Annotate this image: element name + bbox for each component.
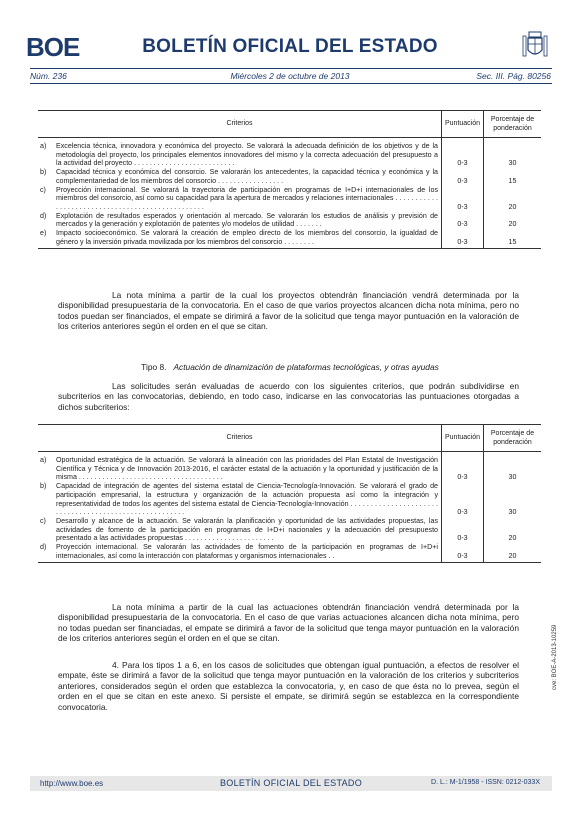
paragraph-nota-minima-actuaciones: La nota mínima a partir de la cual las actuaciones obtendrán financiación vendrá determinada por la disponibilidad presupuestaria de la convocatoria. En el caso de que varias actuaciones alcancen dicha nota mínima, pero no todas puedan ser financiadas, el empate se dirimirá a favor de la solicitud que tenga mayor puntuación en la valoración de los criterios anteriores según el orden en el que se citan.: [58, 602, 519, 644]
row-points: 0-3: [442, 168, 484, 185]
table-row: [38, 543, 541, 563]
page-footer: [30, 776, 552, 791]
paragraph-empate: 4. Para los tipos 1 a 6, en los casos de solicitudes que obtengan igual puntuación, a efectos de resolver el empate, éste se dirimirá a favor de la solicitud que tenga mayor puntuación en la valoración de los criterios y subcriterios anteriores, considerados según el orden que establezca la convocatoria, y, en caso de que ésta no lo prevea, según el orden en el que se citan en este anexo. Si persiste el empate, se dirimirá según se establezca en la correspondiente convocatoria.: [58, 660, 519, 712]
row-points: 0-3: [442, 482, 484, 517]
row-text: Explotación de resultados esperados y orientación al mercado. Se valorarán los estudios de análisis y previsión de mercados y la generación y explotación de patentes y/o modelos de utilidad . . . . . . .: [56, 212, 442, 229]
row-text: Oportunidad estratégica de la actuación. Se valorará la alineación con las prioridades del Plan Estatal de Investigación Científica y Técnica y de Innovación 2013-2016, el carácter estatal de la actuación y la oportunidad y justificación de la misma . . . . . . . . . . . . . . . . . . . . . . . . . . . . . . . . . . . . .: [56, 452, 442, 483]
row-text: Proyección internacional. Se valorarán las actividades de fomento de la participación en programas de I+D+i internacionales, así como la interacción con plataformas y organismos internacionales . .: [56, 543, 442, 563]
row-text: Capacidad de integración de agentes del sistema estatal de Ciencia-Tecnología-Innovación. Se valorará el grado de participación empresarial, la estructura y organización de la actuación propuesta así como la integración y representatividad de todos los agentes del sistema estatal de Ciencia-Tecnología-Innovación . . . . . . . . . . . . . . . . . . . . . . . . . . . . . . . . . . . . . . . . . . . . . . . . . . . . . . .: [56, 482, 442, 517]
row-text: Excelencia técnica, innovadora y económica del proyecto. Se valorará la adecuada definición de los objetivos y de la metodología del proyecto, los principales elementos innovadores del mismo y la correcta adecuación del presupuesto a la actividad del proyecto . . . . . . . . . . . . . . . . . . . . . . . . . .: [56, 138, 442, 169]
tipo-title: Actuación de dinamización de plataformas tecnológicas, y otras ayudas: [173, 362, 439, 372]
row-points: 0-3: [442, 452, 484, 483]
footer-legal-deposit: D. L.: M-1/1958 - ISSN: 0212-033X: [431, 779, 540, 786]
issue-number: Núm. 236: [30, 71, 67, 81]
table-row: [38, 138, 541, 169]
row-weight: 30: [508, 159, 517, 168]
page-title: BOLETÍN OFICIAL DEL ESTADO: [142, 36, 438, 57]
row-points: 0-3: [442, 212, 484, 229]
row-letter: d): [40, 211, 47, 220]
row-letter: e): [38, 229, 56, 249]
table-row: [38, 186, 541, 212]
col-header-porcentaje: Porcentaje de ponderación: [484, 111, 542, 138]
row-text: Desarrollo y alcance de la actuación. Se valorarán la planificación y oportunidad de las actividades propuestas, las actividades de fomento de la participación en programas de I+D+i nacionales y la adecuación del presupuesto presentado a las actividades propuestas . . . . . . . . . . . . . . . . . . . . . . .: [56, 517, 442, 543]
row-weight: 30: [508, 473, 517, 482]
col-header-criterios: Criterios: [38, 111, 442, 138]
footer-url-link[interactable]: http://www.boe.es: [40, 779, 104, 788]
row-weight: 20: [484, 543, 542, 563]
header-rule-top: [30, 68, 552, 69]
issue-date: Miércoles 2 de octubre de 2013: [230, 71, 350, 81]
row-letter: a): [40, 456, 47, 464]
row-letter: a): [40, 142, 47, 150]
header-rule-bottom: [30, 83, 552, 84]
table-row: [38, 452, 541, 483]
row-letter: d): [38, 543, 56, 563]
row-points: 0-3: [442, 186, 484, 212]
table-row: [38, 517, 541, 543]
table-row: [38, 168, 541, 185]
col-header-puntuacion: Puntuación: [442, 425, 484, 452]
row-points: 0-3: [442, 517, 484, 543]
paragraph-criterios-intro: Las solicitudes serán evaluadas de acuerdo con los siguientes criterios, que podrán subdividirse en subcriterios en las convocatorias, debiendo, en todo caso, indicarse en las convocatorias las puntuaciones otorgadas a dichos subcriterios:: [58, 381, 519, 412]
footer-title: BOLETÍN OFICIAL DEL ESTADO: [220, 778, 362, 788]
row-weight: 15: [508, 176, 517, 185]
row-text: Impacto socioeconómico. Se valorará la creación de empleo directo de los miembros del consorcio, la igualdad de género y la inversión privada movilizada por los miembros del consorcio . . . . . . . .: [56, 229, 442, 249]
row-weight: 20: [508, 220, 517, 229]
row-letter: c): [40, 185, 46, 194]
row-points: 0-3: [442, 138, 484, 169]
criteria-table-2: [38, 424, 541, 563]
table-header-row: [38, 425, 541, 452]
col-header-porcentaje: Porcentaje de ponderación: [484, 425, 542, 452]
tipo-label: Tipo 8.: [141, 362, 167, 372]
col-header-puntuacion: Puntuación: [442, 111, 484, 138]
criteria-table-1: [38, 110, 541, 249]
row-points: 0-3: [442, 229, 484, 249]
row-weight: 15: [484, 229, 542, 249]
row-text: Proyección internacional. Se valorará la trayectoria de participación en programas de I+D+i internacionales de los miembros del consorcio, así como su capacidad para la apertura de mercados y relaciones internacionales . . . . . . . . . . . . . . . . . . . . . . . . . . . . . . . . . . . . . . . . . . . . . . . . .: [56, 186, 442, 212]
row-weight: 20: [508, 534, 517, 543]
row-letter: c): [40, 516, 46, 525]
paragraph-nota-minima-proyectos: La nota mínima a partir de la cual los proyectos obtendrán financiación vendrá determinada por la disponibilidad presupuestaria de la convocatoria. En el caso de que varios proyectos alcancen dicha nota mínima, pero no todos puedan ser financiados, el empate se dirimirá a favor de la solicitud que tenga mayor puntuación en la valoración de los criterios anteriores según el orden en el que se citan.: [58, 290, 519, 332]
section-heading-tipo-8: [0, 362, 580, 372]
document-cve-code: cve: BOE-A-2013-10259: [552, 624, 558, 690]
section-page: Sec. III. Pág. 80256: [476, 71, 551, 81]
row-letter: b): [40, 482, 47, 491]
row-letter: b): [40, 168, 47, 177]
table-row: [38, 482, 541, 517]
row-weight: 30: [508, 508, 517, 517]
row-text: Capacidad técnica y económica del consorcio. Se valorarán los antecedentes, la capacidad técnica y económica y la complementariedad de los miembros del consorcio . . . . . . . . . . . . . . . . .: [56, 168, 442, 185]
row-weight: 20: [508, 202, 517, 211]
logo-text: BOE: [26, 32, 80, 62]
table-header-row: [38, 111, 541, 138]
row-points: 0-3: [442, 543, 484, 563]
coat-of-arms-icon: [522, 30, 548, 62]
table-row: [38, 212, 541, 229]
table-row: [38, 229, 541, 249]
col-header-criterios: Criterios: [38, 425, 442, 452]
